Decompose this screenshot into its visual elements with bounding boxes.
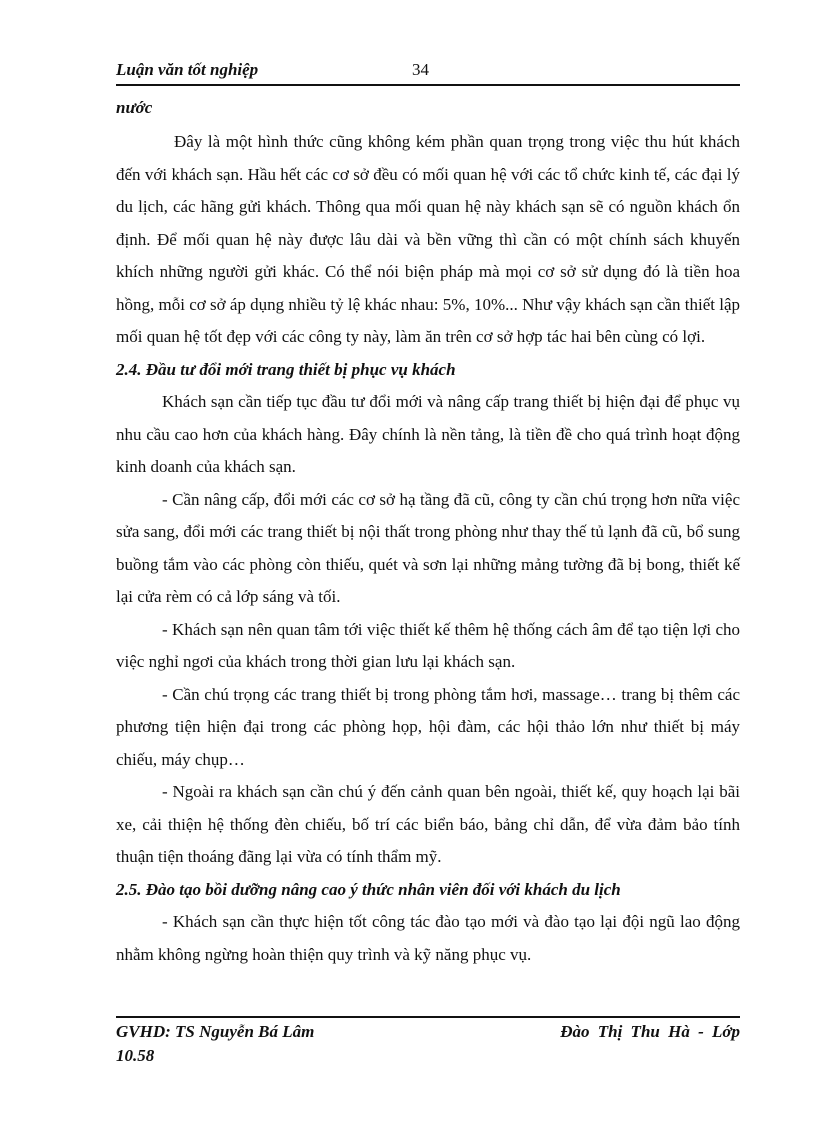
paragraph-equipment-intro: Khách sạn cần tiếp tục đầu tư đổi mới và nâng cấp trang thiết bị hiện đại để phục vụ nhu cầu cao hơn của khách hàng. Đây chính là nền tảng, là tiền đề cho quá trình hoạt động kinh doanh của khách sạn. [116,392,740,476]
footer-supervisor: GVHD: TS Nguyễn Bá Lâm [116,1022,315,1041]
list-item-infrastructure: - Cần nâng cấp, đổi mới các cơ sở hạ tầng đã cũ, công ty cần chú trọng hơn nữa việc sửa sang, đổi mới các trang thiết bị nội thất trong phòng như thay thế tủ lạnh đã cũ, bổ sung buồng tắm vào các phòng còn thiếu, quét và sơn lại những mảng tường đã bị bong, thiết kế lại cửa rèm có cả lớp sáng và tối. [116,489,740,606]
page-number: 34 [412,60,429,79]
list-item-sauna-equipment: - Cần chú trọng các trang thiết bị trong phòng tắm hơi, massage… trang bị thêm các phương tiện hiện đại trong các phòng họp, hội đàm, các hội thảo lớn như thiết bị máy chiếu, máy chụp… [116,684,740,769]
footer-rule [116,1016,740,1018]
list-item-landscape: - Ngoài ra khách sạn cần chú ý đến cảnh quan bên ngoài, thiết kế, quy hoạch lại bãi xe, cải thiện hệ thống đèn chiếu, bố trí các biển báo, bảng chỉ dẫn, để vừa đảm bảo tính thuận tiện thoáng đãng lại vừa có tính thẩm mỹ. [116,782,740,866]
lead-fragment: nước [116,98,153,117]
section-heading-2-4: 2.4. Đầu tư đổi mới trang thiết bị phục vụ khách [116,359,456,379]
footer-class-code: 10.58 [116,1046,155,1065]
header-title: Luận văn tốt nghiệp [116,60,259,79]
list-item-soundproofing: - Khách sạn nên quan tâm tới việc thiết kế thêm hệ thống cách âm để tạo tiện lợi cho việc nghỉ ngơi của khách trong thời gian lưu lại khách sạn. [116,619,740,671]
header-rule [116,84,740,86]
section-heading-2-5: 2.5. Đào tạo bồi dưỡng nâng cao ý thức nhân viên đối với khách du lịch [116,879,621,899]
body-text [116,94,740,971]
paragraph-partner-relations: Đây là một hình thức cũng không kém phần quan trọng trong việc thu hút khách đến với khách sạn. Hầu hết các cơ sở đều có mối quan hệ với các tổ chức kinh tế, các đại lý du lịch, các hãng gửi khách. Thông qua mối quan hệ này khách sạn sẽ có nguồn khách ổn định. Để mối quan hệ này được lâu dài và bền vững thì cần có một chính sách khuyến khích những người gửi khác. Có thể nói biện pháp mà mọi cơ sở sử dụng đó là tiền hoa hồng, mỗi cơ sở áp dụng nhiều tỷ lệ khác nhau: 5%, 10%... Như vậy khách sạn cần thiết lập mối quan hệ tốt đẹp với các công ty này, làm ăn trên cơ sở hợp tác hai bên cùng có lợi. [116,132,740,346]
list-item-staff-training: - Khách sạn cần thực hiện tốt công tác đào tạo mới và đào tạo lại đội ngũ lao động nhằm không ngừng hoàn thiện quy trình và kỹ năng phục vụ. [116,912,740,964]
footer-author: Đào Thị Thu Hà - Lớp [560,1022,740,1041]
